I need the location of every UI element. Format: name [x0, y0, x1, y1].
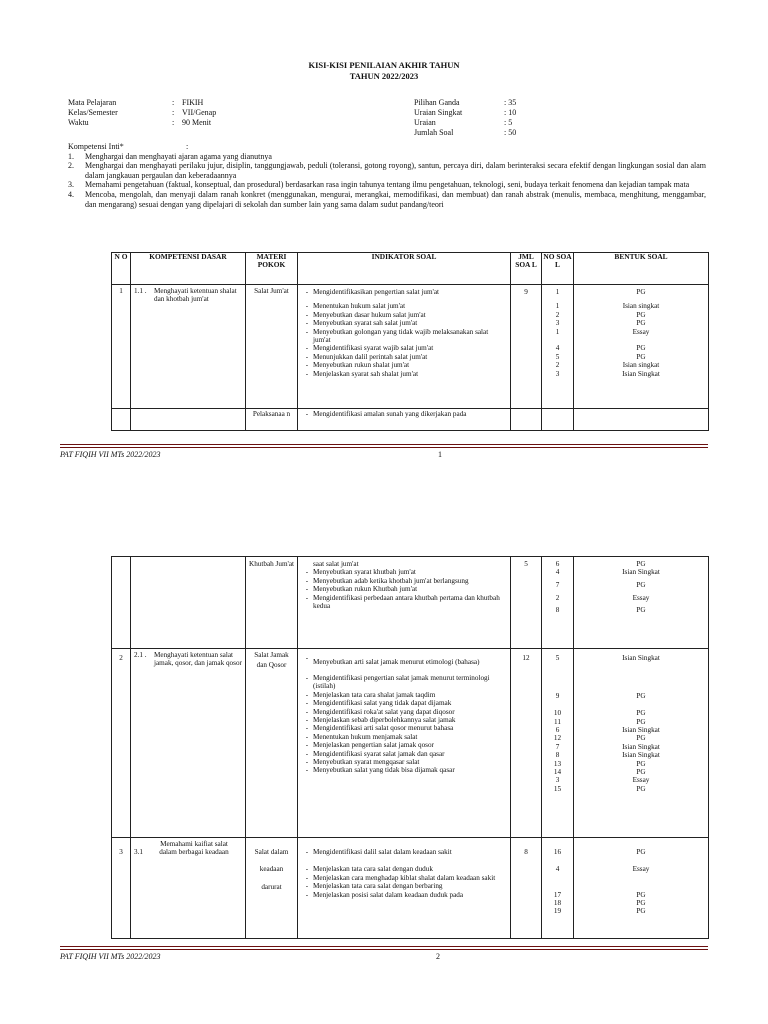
bentuk-soal: PG [636, 709, 646, 718]
col-header-kd: KOMPETENSI DASAR [131, 253, 246, 285]
bentuk-soal: Isian singkat [622, 361, 660, 370]
col-header-bentuk: BENTUK SOAL [574, 253, 709, 285]
indicator-item: - Menyebutkan syarat mengqasar salat [305, 758, 420, 767]
meta-value: : 10 [504, 108, 517, 117]
bentuk-soal: PG [636, 890, 646, 899]
bentuk-soal: Isian Singkat [622, 369, 660, 378]
jml-soal: 5 [524, 560, 528, 568]
indicator-item: - Menentukan hukum menjamak salat [305, 732, 418, 741]
soal-number: 6 [555, 560, 560, 568]
col-header-no: N O [112, 253, 131, 285]
materi-pokok: darurat [261, 882, 282, 891]
bentuk-soal: PG [636, 288, 646, 296]
bentuk-soal: Isian Singkat [622, 742, 660, 751]
table-row [112, 409, 709, 431]
soal-number: 4 [555, 344, 560, 353]
indicator-item: - Menjelaskan sebab diperbolehkannya salat jamak [305, 716, 456, 725]
indicator-item: - Mengidentifikasi roka'at salat yang dapat diqosor [305, 707, 455, 716]
soal-number: 18 [553, 899, 562, 907]
indicator-item: - Menyebutkan rukun shalat jum'at [305, 361, 410, 370]
indicator-item: - Mengidentifikasi syarat wajib salat jum'at [305, 344, 434, 353]
indicator-item: - Menyebutkan rukun Khutbah jum'at [305, 585, 418, 594]
soal-number: 9 [555, 692, 560, 700]
meta-left [68, 98, 216, 128]
bentuk-soal: PG [636, 717, 646, 726]
materi-pokok: Pelaksanaa n [252, 410, 291, 418]
soal-number: 8 [555, 606, 560, 615]
ki-text: Menghargai dan menghayati perilaku jujur, disiplin, tanggungjawab, peduli (toleransi, gotong royong), santun, percaya diri, dalam berinteraksi secara efektif dengan lingkungan sosial dan alam dalam jangkauan pergaulan dan keberadaannya [85, 161, 706, 180]
soal-number: 16 [553, 848, 562, 856]
kd-text: Menghayati ketentuan shalat dan khotbah jum'at [154, 287, 237, 304]
ki-sep: : [186, 142, 189, 151]
bentuk-soal: Isian Singkat [622, 654, 660, 662]
indicator-item: - Mengidentifikasikan pengertian salat jum'at [305, 288, 440, 296]
jml-soal: 8 [524, 848, 528, 856]
meta-key: Uraian Singkat [414, 108, 463, 117]
document-year: TAHUN 2022/2023 [349, 71, 419, 81]
table-row [112, 649, 709, 838]
materi-pokok: Salat Jum'at [254, 287, 289, 295]
soal-number: 17 [553, 890, 562, 899]
footer-rule [60, 949, 708, 950]
bentuk-soal: PG [636, 560, 646, 568]
ki-text: Mencoba, mengolah, dan menyaji dalam ranah konkret (menggunakan, mengurai, merangkai, memodifikasi, dan membuat) dan ranah abstrak (menulis, membaca, menghitung, menggambar, dan mengarang) sesuai dengan yang dipelajari di sekolah dan sumber lain yang sama dalam sudut pandang/teori [85, 189, 706, 209]
soal-number: 2 [555, 361, 560, 370]
meta-value: : 35 [504, 98, 517, 107]
indicator-item: - Mengidentifikasi amalan sunah yang dikerjakan pada [305, 410, 467, 418]
bentuk-soal: PG [636, 310, 646, 319]
meta-value: FIKIH [182, 98, 204, 107]
soal-number: 6 [555, 726, 560, 734]
bentuk-soal: Isian Singkat [622, 726, 660, 734]
footer-title: PAT FIQIH VII MTs 2022/2023 [60, 450, 161, 459]
bentuk-soal: Essay [632, 776, 650, 785]
soal-number: 1 [555, 327, 560, 336]
jml-soal: 12 [522, 654, 530, 662]
kd-number: 2.1 . [134, 651, 147, 659]
materi-pokok: Salat Jamak [254, 651, 289, 659]
indicator-item: - Menjelaskan tata cara shalat jamak taqdim [305, 690, 436, 699]
materi-pokok: Khutbah Jum'at [249, 560, 295, 568]
soal-number: 12 [553, 734, 562, 743]
document-title: KISI-KISI PENILAIAN AKHIR TAHUN [308, 60, 460, 70]
ki-num: 2. [68, 161, 74, 171]
indicator-item: - Menyebutkan dasar hukum salat jum'at [305, 310, 426, 319]
bentuk-soal: Isian singkat [622, 302, 660, 311]
bentuk-soal: PG [636, 319, 646, 328]
ki-text: Memahami pengetahuan (faktual, konseptual, dan prosedural) berdasarkan rasa ingin tahunya tentang ilmu pengetahuan, teknologi, seni, budaya terkait fenomena dan kejadian tampak mata [85, 180, 690, 190]
table-row [112, 285, 709, 409]
soal-number: 3 [555, 319, 560, 328]
indicator-item: - Menjelaskan cara menghadap kiblat shalat dalam keadaan sakit [305, 873, 496, 882]
soal-number: 2 [555, 593, 560, 602]
ki-item [68, 152, 706, 162]
bentuk-soal: PG [636, 907, 646, 916]
soal-number: 4 [555, 568, 560, 577]
ki-num: 4. [68, 189, 74, 199]
indicator-item: - Menjelaskan syarat sah shalat jum'at [305, 369, 419, 378]
meta-key: Mata Pelajaran [68, 98, 117, 107]
soal-number: 3 [555, 369, 560, 378]
soal-number: 14 [553, 768, 562, 777]
kompetensi-inti [68, 142, 706, 209]
soal-number: 10 [553, 709, 562, 718]
meta-key: Uraian [414, 118, 436, 127]
soal-number: 19 [553, 907, 562, 916]
page-footer [60, 450, 706, 459]
bentuk-soal: PG [636, 344, 646, 353]
col-header-indikator: INDIKATOR SOAL [298, 253, 511, 285]
indicator-item: - Mengidentifikasi pengertian salat jamak menurut terminologi (istilah) [305, 674, 490, 691]
kisi-table-page2 [111, 556, 709, 939]
col-header-nosoal: NO SOA L [542, 253, 574, 285]
page-number: 2 [436, 952, 440, 961]
table-row [112, 838, 709, 939]
materi-pokok: dan Qosor [256, 661, 287, 670]
indicator-item: - Mengidentifikasi arti salat qosor menurut bahasa [305, 724, 454, 733]
indicator-item: - Mengidentifikasi perbedaan antara khutbah pertama dan khutbah kedua [305, 593, 500, 611]
kd-text: Memahami kaifiat salat dalam berbagai keadaan [159, 840, 229, 857]
meta-value: : 5 [504, 118, 513, 127]
indicator-item: - Menentukan hukum salat jum'at [305, 302, 406, 311]
kd-number: 1.1 . [134, 287, 147, 295]
materi-pokok: Salat dalam [254, 848, 289, 856]
indicator-item: - Menjelaskan posisi salat dalam keadaan duduk pada [305, 890, 464, 899]
indicator-item: - Menunjukkan dalil perintah salat jum'at [305, 352, 428, 361]
ki-num: 3. [68, 180, 74, 190]
page-number: 1 [438, 450, 442, 459]
bentuk-soal: Essay [632, 327, 650, 336]
indicator-item: - Mengidentifikasi salat yang tidak dapat dijamak [305, 699, 452, 708]
meta-value: : 50 [504, 128, 517, 137]
col-header-materi: MATERI POKOK [246, 253, 298, 285]
meta-key: Waktu [68, 118, 89, 127]
page-footer [60, 952, 706, 961]
bentuk-soal: PG [636, 784, 646, 793]
footer-rule [60, 447, 708, 448]
soal-number: 3 [555, 776, 560, 785]
ki-item [68, 161, 706, 180]
indicator-item: - Menjelaskan tata cara salat dengan duduk [305, 865, 433, 874]
soal-number: 8 [555, 751, 560, 760]
footer-rule [60, 444, 708, 445]
meta-value: 90 Menit [182, 118, 212, 127]
soal-number: 5 [555, 654, 560, 662]
meta-key: Pilihan Ganda [414, 98, 460, 107]
meta-sep: : [172, 108, 175, 117]
bentuk-soal: PG [636, 580, 646, 589]
indicator-item: - Menyebutkan salat yang tidak bisa dijamak qasar [305, 766, 455, 775]
soal-number: 7 [555, 580, 560, 589]
ki-label: Kompetensi Inti* [68, 142, 124, 151]
bentuk-soal: PG [636, 768, 646, 777]
bentuk-soal: Isian Singkat [622, 568, 660, 577]
soal-number: 15 [553, 784, 562, 793]
indicator-item: - Menjelaskan tata cara salat dengan berbaring [305, 882, 443, 891]
indicator-item: - Menyebutkan arti salat jamak menurut etimologi (bahasa) [305, 654, 480, 666]
meta-sep: : [172, 98, 175, 107]
row-no: 3 [119, 848, 123, 856]
indicator-item: - Menyebutkan golongan yang tidak wajib melaksanakan salat jum'at [305, 327, 489, 345]
indicator-item: - Menjelaskan pengertian salat jamak qosor [305, 741, 434, 750]
meta-right [414, 98, 516, 138]
bentuk-soal: PG [636, 848, 646, 856]
kisi-table-page1 [111, 252, 709, 431]
indicator-item: - Menyebutkan syarat khutbah jum'at [305, 568, 416, 577]
bentuk-soal: PG [636, 606, 646, 615]
footer-rule [60, 946, 708, 947]
ki-text: Menghargai dan menghayati ajaran agama yang dianutnya [85, 151, 272, 161]
bentuk-soal: PG [636, 692, 646, 700]
row-no: 1 [119, 287, 123, 295]
soal-number: 1 [555, 288, 560, 296]
meta-key: Jumlah Soal [414, 128, 454, 137]
bentuk-soal: PG [636, 734, 646, 743]
kd-text: Menghayati ketentuan salat jamak, qosor, dan jamak qosor [154, 651, 242, 668]
soal-number: 13 [553, 759, 562, 768]
soal-number: 7 [555, 742, 560, 751]
table-header-row [112, 253, 709, 285]
soal-number: 11 [554, 717, 561, 726]
soal-number: 2 [555, 310, 560, 319]
bentuk-soal: Essay [632, 865, 650, 874]
ki-item [68, 180, 706, 190]
indicator-item: - Mengidentifikasi syarat salat jamak dan qasar [305, 749, 445, 758]
ki-num: 1. [68, 151, 74, 161]
ki-item [68, 190, 706, 209]
indicator-item: saat salat jum'at [313, 560, 359, 568]
indicator-item: - Menyebutkan adab ketika khotbah jum'at berlangsung [305, 576, 469, 585]
table-row [112, 557, 709, 649]
row-no: 2 [119, 654, 123, 662]
bentuk-soal: PG [636, 352, 646, 361]
bentuk-soal: Essay [632, 593, 650, 602]
indicator-item: - Mengidentifikasi dalil salat dalam keadaan sakit [305, 848, 452, 856]
jml-soal: 9 [524, 288, 528, 296]
bentuk-soal: PG [636, 899, 646, 907]
bentuk-soal: PG [636, 759, 646, 768]
materi-pokok: keadaan [259, 865, 284, 874]
indicator-item: - Menyebutkan syarat sah salat jum'at [305, 319, 418, 328]
footer-title: PAT FIQIH VII MTs 2022/2023 [60, 952, 161, 961]
meta-value: VII/Genap [182, 108, 217, 117]
soal-number: 1 [555, 302, 560, 311]
soal-number: 5 [555, 352, 560, 361]
kd-number: 3.1 [134, 848, 143, 856]
meta-sep: : [172, 118, 175, 127]
soal-number: 4 [555, 865, 560, 874]
bentuk-soal: Isian Singkat [622, 751, 660, 760]
col-header-jml: JML SOA L [511, 253, 542, 285]
meta-key: Kelas/Semester [68, 108, 118, 117]
